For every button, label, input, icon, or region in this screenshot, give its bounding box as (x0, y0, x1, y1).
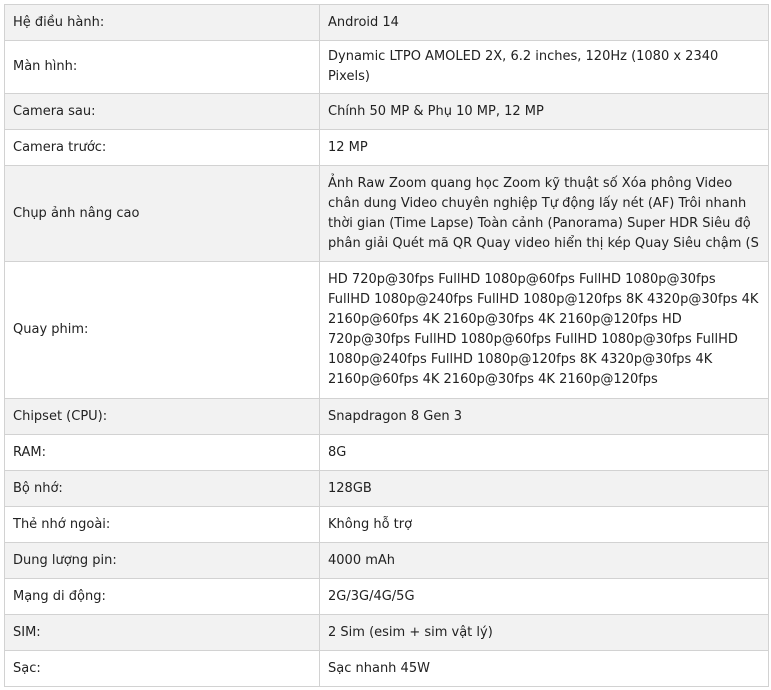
spec-label: Mạng di động: (5, 579, 320, 615)
table-row (5, 651, 769, 687)
table-row (5, 543, 769, 579)
table-row (5, 41, 769, 94)
table-row (5, 166, 769, 262)
spec-label: Quay phim: (5, 262, 320, 399)
spec-value: Không hỗ trợ (320, 507, 769, 543)
spec-label: Bộ nhớ: (5, 471, 320, 507)
spec-value: HD 720p@30fps FullHD 1080p@60fps FullHD 1080p@30fps FullHD 1080p@240fps FullHD 1080p@120fps 8K 4320p@30fps 4K 2160p@60fps 4K 2160p@30fps 4K 2160p@120fps HD 720p@30fps FullHD 1080p@60fps FullHD 1080p@30fps FullHD 1080p@240fps FullHD 1080p@120fps 8K 4320p@30fps 4K 2160p@60fps 4K 2160p@30fps 4K 2160p@120fps (320, 262, 769, 399)
table-row (5, 615, 769, 651)
spec-label: Thẻ nhớ ngoài: (5, 507, 320, 543)
table-row (5, 579, 769, 615)
spec-value: 8G (320, 435, 769, 471)
table-row (5, 130, 769, 166)
spec-value: Android 14 (320, 5, 769, 41)
table-row (5, 435, 769, 471)
spec-value: 128GB (320, 471, 769, 507)
spec-value: 2G/3G/4G/5G (320, 579, 769, 615)
spec-label: Hệ điều hành: (5, 5, 320, 41)
spec-value: 4000 mAh (320, 543, 769, 579)
specs-table (4, 4, 769, 687)
spec-label: RAM: (5, 435, 320, 471)
table-row (5, 507, 769, 543)
spec-value: 12 MP (320, 130, 769, 166)
spec-value: Dynamic LTPO AMOLED 2X, 6.2 inches, 120Hz (1080 x 2340 Pixels) (320, 41, 769, 94)
table-row (5, 399, 769, 435)
spec-label: Dung lượng pin: (5, 543, 320, 579)
table-row (5, 471, 769, 507)
table-row (5, 94, 769, 130)
spec-label: Chụp ảnh nâng cao (5, 166, 320, 262)
spec-label: Camera trước: (5, 130, 320, 166)
spec-label: Màn hình: (5, 41, 320, 94)
spec-label: Camera sau: (5, 94, 320, 130)
spec-value: Sạc nhanh 45W (320, 651, 769, 687)
table-row (5, 5, 769, 41)
spec-value: Ảnh Raw Zoom quang học Zoom kỹ thuật số Xóa phông Video chân dung Video chuyên nghiệp Tự động lấy nét (AF) Trôi nhanh thời gian (Time Lapse) Toàn cảnh (Panorama) Super HDR Siêu độ phân giải Quét mã QR Quay video hiển thị kép Quay Siêu chậm (S (320, 166, 769, 262)
spec-label: Chipset (CPU): (5, 399, 320, 435)
spec-value: Snapdragon 8 Gen 3 (320, 399, 769, 435)
spec-label: SIM: (5, 615, 320, 651)
spec-value: Chính 50 MP & Phụ 10 MP, 12 MP (320, 94, 769, 130)
table-row (5, 262, 769, 399)
spec-label: Sạc: (5, 651, 320, 687)
spec-value: 2 Sim (esim + sim vật lý) (320, 615, 769, 651)
